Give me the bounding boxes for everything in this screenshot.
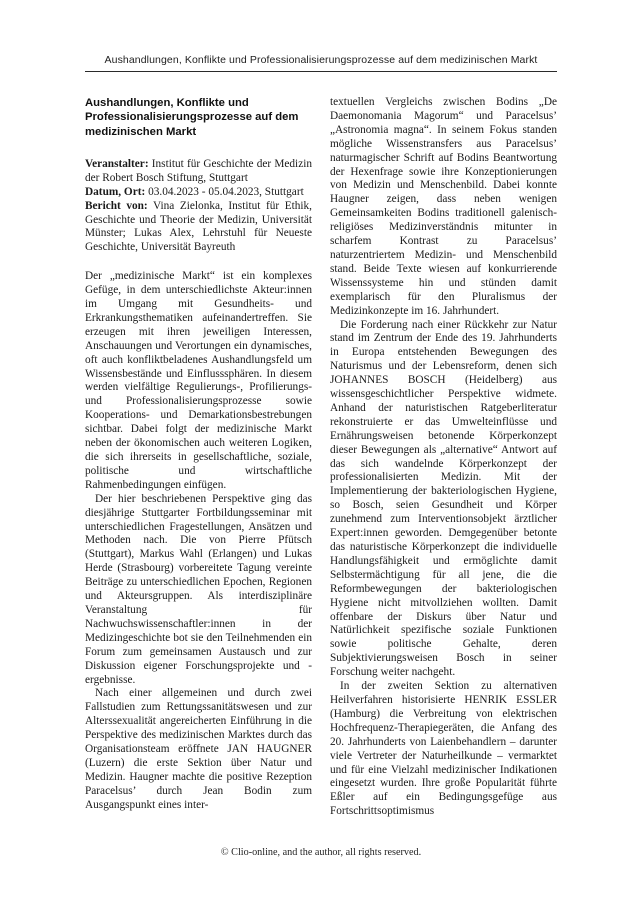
metadata-value: Vina Zielonka, Institut für Ethik, Geschichte und Theorie der Medizin, Universität Münster; Lukas Alex, Lehrstuhl für Neueste Geschichte, Universität Bayreuth xyxy=(85,199,312,254)
running-head: Aushandlungen, Konflikte und Professionalisierungsprozesse auf dem medizinischen Markt xyxy=(85,54,557,72)
metadata-line-bericht-von xyxy=(85,200,312,256)
body-text-left xyxy=(85,270,312,812)
two-column-content xyxy=(85,96,557,819)
column-left xyxy=(85,96,312,819)
paragraph: In der zweiten Sektion zu alternativen Heilverfahren historisierte HENRIK ESSLER (Hamburg) die Verbreitung von elektrischen Hochfrequenz-Therapiegeräten, die Anfang des 20. Jahrhunderts von Laienbehandlern – darunter viele Vertreter der Naturheilkunde – vermarktet und für eine Vielzahl medizinischer Indikationen eingesetzt wurden. Ihre große Popularität führte Eßler auf ein Bedingungsgefüge aus Fortschrittsoptimismus xyxy=(330,680,557,818)
metadata-line-datum-ort xyxy=(85,186,312,200)
metadata-label: Bericht von: xyxy=(85,199,148,212)
metadata-value: 03.04.2023 - 05.04.2023, Stuttgart xyxy=(145,185,304,198)
column-right xyxy=(330,96,557,819)
paragraph: textuellen Vergleichs zwischen Bodins „De Daemonomania Magorum“ und Paracelsus’ „Astronomia magna“. In seinem Fokus standen mögliche Wissenstransfers aus Paracelsus’ naturmagischer Schrift auf Bodins Beantwortung der Hexenfrage sowie ihre Konzeptionierungen von Medizin und Menschenbild. Dabei konnte Haugner zeigen, dass neben wenigen Gemeinsamkeiten Bodins traditionell galenisch-religiöses Medizinverständnis mitunter in scharfem Kontrast zu Paracelsus’ naturzentriertem Medizin- und Menschenbild stand. Beide Texte wiesen auf konkurrierende Wissenssysteme hin und stünden damit exemplarisch für den Pluralismus der Medizinkonzepte im 16. Jahrhundert. xyxy=(330,96,557,317)
metadata-block xyxy=(85,158,312,255)
copyright-footer: © Clio-online, and the author, all rights reserved. xyxy=(220,847,422,858)
metadata-value: Institut für Geschichte der Medizin der Robert Bosch Stiftung, Stuttgart xyxy=(85,157,312,184)
article-title: Aushandlungen, Konflikte und Professionalisierungsprozesse auf dem medizinischen Markt xyxy=(85,97,299,138)
metadata-line-veranstalter xyxy=(85,158,312,186)
paragraph: Nach einer allgemeinen und durch zwei Fallstudien zum Rettungssanitätswesen und zur Alterssexualität angereicherten Einführung in die Perspektive des medizinischen Marktes durch das Organisationsteam eröffnete JAN HAUGNER (Luzern) die erste Sektion über Natur und Medizin. Haugner machte die positive Rezeption Paracelsus’ durch Jean Bodin zum Ausgangspunkt eines inter- xyxy=(85,687,312,811)
metadata-label: Veranstalter: xyxy=(85,157,149,170)
body-text-right xyxy=(330,96,557,819)
paragraph: Der „medizinische Markt“ ist ein komplexes Gefüge, in dem unterschiedlichste Akteur:innen im Umgang mit Gesundheits- und Erkrankungsthematiken aufeinandertreffen. Sie erzeugen mit ihren jeweiligen Interessen, Anschauungen und Verortungen ein dynamisches, oft auch konfliktbeladenes Aushandlungsfeld um Wissensbestände und Einflusssphären. In diesem werden vielfältige Regulierungs-, Profilierungs- und Professionalisierungsprozesse sowie Kooperations- und Demarkationsbestrebungen sichtbar. Dabei folgt der medizinische Markt neben der ökonomischen auch weiteren Logiken, die sich ihrerseits in gesellschaftliche, soziale, politische und wirtschaftliche Rahmenbedingungen einfügen. xyxy=(85,270,312,491)
paragraph: Die Forderung nach einer Rückkehr zur Natur stand im Zentrum der Ende des 19. Jahrhunderts in Europa entstehenden Bewegungen des Naturismus und der Lebensreform, denen sich JOHANNES BOSCH (Heidelberg) aus wissensgeschichtlicher Perspektive widmete. Anhand der naturistischen Ratgeberliteratur rekonstruierte er das Umwelteinflüsse und Ernährungsweisen betonende Körperkonzept dieser Bewegungen als „alternative“ Antwort auf das sich wandelnde Körperkonzept der professionalisierten Medizin. Mit der Implementierung der bakteriologischen Hygiene, so Bosch, seien Gesundheit und Körper zunehmend zum Interventionsobjekt ärztlicher Expert:innen geworden. Demgegenüber betonte das naturistische Körperkonzept die individuelle Handlungsfähigkeit und ermöglichte damit Selbstermächtigung für all jene, die die Reformbewegungen der bakteriologischen Hygiene nicht mitvollziehen wollten. Damit offenbare der Diskurs über Natur und Natürlichkeit spezifische soziale Funktionen sowie politische Gehalte, deren Subjektivierungsweisen Bosch in seiner Forschung weiter nachgeht. xyxy=(330,318,557,679)
paragraph: Der hier beschriebenen Perspektive ging das diesjährige Stuttgarter Fortbildungsseminar mit unterschiedlichen Fragestellungen, Ansätzen und Methoden nach. Die von Pierre Pfütsch (Stuttgart), Markus Wahl (Erlangen) und Lukas Herde (Strasbourg) vorbereitete Tagung vereinte Beiträge zu unterschiedlichen Epochen, Regionen und Akteursgruppen. Als interdisziplinäre Veranstaltung für Nachwuchswissenschaftler:innen in der Medizingeschichte bot sie den Teilnehmenden ein Forum zum gemeinsamen Austausch und zur Diskussion eigener Forschungsprojekte und -ergebnisse. xyxy=(85,492,312,686)
metadata-label: Datum, Ort: xyxy=(85,185,146,198)
